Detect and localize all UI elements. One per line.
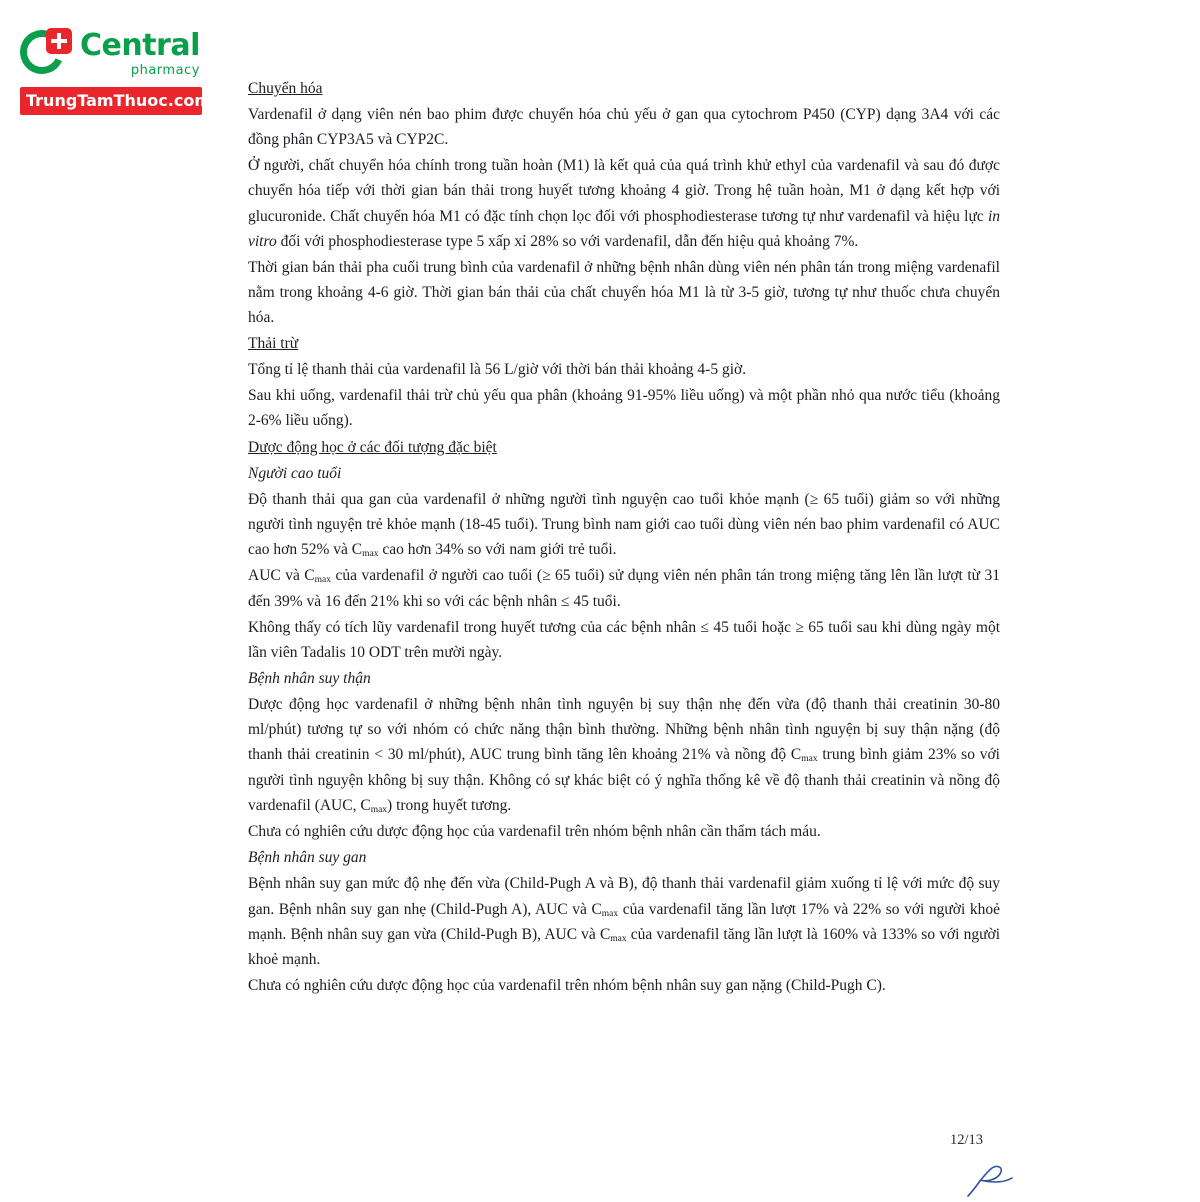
logo-row	[20, 28, 220, 80]
section-heading-chuyen-hoa: Chuyển hóa	[248, 80, 323, 97]
paragraph: Vardenafil ở dạng viên nén bao phim được chuyển hóa chủ yếu ở gan qua cytochrom P450 (CYP) dạng 3A4 với các đồng phân CYP3A5 và CYP2C.	[248, 106, 1000, 149]
logo-website-banner: TrungTamThuoc.com	[20, 87, 202, 115]
logo-medical-cross-icon	[46, 28, 72, 54]
logo-text-block	[80, 28, 200, 78]
paragraph: Sau khi uống, vardenafil thải trừ chủ yếu qua phân (khoảng 91-95% liều uống) và một phần nhỏ qua nước tiểu (khoảng 2-6% liều uống).	[248, 387, 1000, 430]
section-heading-duoc-dong-hoc-dac-biet: Dược động học ở các đối tượng đặc biệt	[248, 438, 497, 456]
section-heading-thai-tru: Thải trừ	[248, 335, 299, 353]
subsection-heading-nguoi-cao-tuoi: Người cao tuổi	[248, 464, 342, 482]
subsection-heading-benh-nhan-suy-gan: Bệnh nhân suy gan	[248, 849, 367, 867]
central-pharmacy-logo-icon	[20, 28, 72, 80]
subscript-max: max	[601, 908, 619, 919]
paragraph: Chưa có nghiên cứu dược động học của vardenafil trên nhóm bệnh nhân suy gan nặng (Child-Pugh C).	[248, 977, 886, 995]
paragraph: Độ thanh thải qua gan của vardenafil ở những người tình nguyện cao tuổi khỏe mạnh (≥ 65 tuổi) giảm so với những người tình nguyện trẻ khỏe mạnh (18-45 tuổi). Trung bình nam giới cao tuổi dùng viên nén bao phim vardenafil có AUC cao hơn 52% và $C_{max}$ cao hơn 34% so với nam giới trẻ tuổi.	[248, 490, 1000, 559]
paragraph: Không thấy có tích lũy vardenafil trong huyết tương của các bệnh nhân ≤ 45 tuổi hoặc ≥ 65 tuổi sau khi dùng ngày một lần viên Tadalis 10 ODT trên mười ngày.	[248, 618, 1000, 661]
subscript-max: max	[314, 575, 332, 586]
subsection-heading-benh-nhan-suy-than: Bệnh nhân suy thận	[248, 670, 371, 688]
subscript-max: max	[362, 548, 379, 559]
logo-brand-name: Central	[80, 28, 200, 63]
paragraph: AUC và $C_{max}$ của vardenafil ở người cao tuổi (≥ 65 tuổi) sử dụng viên nén phân tán trong miệng tăng lên lần lượt từ 31 đến 39% và 16 đến 21% khi so với các bệnh nhân ≤ 45 tuổi.	[248, 567, 1000, 610]
subscript-max: max	[801, 754, 818, 765]
paragraph: Thời gian bán thải pha cuối trung bình của vardenafil ở những bệnh nhân dùng viên nén phân tán trong miệng vardenafil nằm trong khoảng 4-6 giờ. Thời gian bán thải của chất chuyển hóa M1 là từ 3-5 giờ, tương tự như thuốc chưa chuyển hóa.	[248, 258, 1000, 326]
handwritten-signature	[962, 1162, 1022, 1202]
paragraph: Tổng tỉ lệ thanh thải của vardenafil là 56 L/giờ với thời bán thải khoảng 4-5 giờ.	[248, 361, 747, 379]
subscript-max: max	[610, 933, 627, 944]
document-body	[248, 76, 1000, 1000]
paragraph: Ở người, chất chuyển hóa chính trong tuần hoàn (M1) là kết quả của quá trình khử ethyl của vardenafil và sau đó được chuyển hóa tiếp với thời gian bán thải trong huyết tương khoảng 4 giờ. Trong hệ tuần hoàn, M1 ở dạng kết hợp với glucuronide. Chất chuyển hóa M1 có đặc tính chọn lọc đối với phosphodiesterase tương tự như vardenafil và hiệu lực in vitro đối với phosphodiesterase type 5 xấp xỉ 28% so với vardenafil, dẫn đến hiệu quả khoảng 7%.	[248, 157, 1000, 250]
paragraph: Dược động học vardenafil ở những bệnh nhân tình nguyện bị suy thận nhẹ đến vừa (độ thanh thải creatinin 30-80 ml/phút) tương tự so với nhóm có chức năng thận bình thường. Những bệnh nhân tình nguyện bị suy thận nặng (độ thanh thải creatinin < 30 ml/phút), AUC trung bình tăng lên khoảng 21% và nồng độ $C_{max}$ trung bình giảm 23% so với người tình nguyện không bị suy thận. Không có sự khác biệt có ý nghĩa thống kê về độ thanh thải creatinin và nồng độ vardenafil (AUC, $C_{max}$) trong huyết tương.	[248, 696, 1000, 815]
subscript-max: max	[370, 804, 388, 815]
page-number: 12/13	[950, 1132, 984, 1148]
logo-brand-subtitle: pharmacy	[130, 63, 200, 78]
paragraph: Chưa có nghiên cứu dược động học của vardenafil trên nhóm bệnh nhân cần thẩm tách máu.	[248, 823, 821, 841]
latin-term: in vitro	[248, 207, 1000, 250]
site-watermark-logo	[20, 28, 220, 115]
paragraph: Bệnh nhân suy gan mức độ nhẹ đến vừa (Child-Pugh A và B), độ thanh thải vardenafil giảm xuống tỉ lệ với mức độ suy gan. Bệnh nhân suy gan nhẹ (Child-Pugh A), AUC và $C_{max}$ của vardenafil tăng lần lượt 17% và 22% so với người khoẻ mạnh. Bệnh nhân suy gan vừa (Child-Pugh B), AUC và $C_{max}$ của vardenafil tăng lần lượt là 160% và 133% so với người khoẻ mạnh.	[248, 875, 1000, 969]
